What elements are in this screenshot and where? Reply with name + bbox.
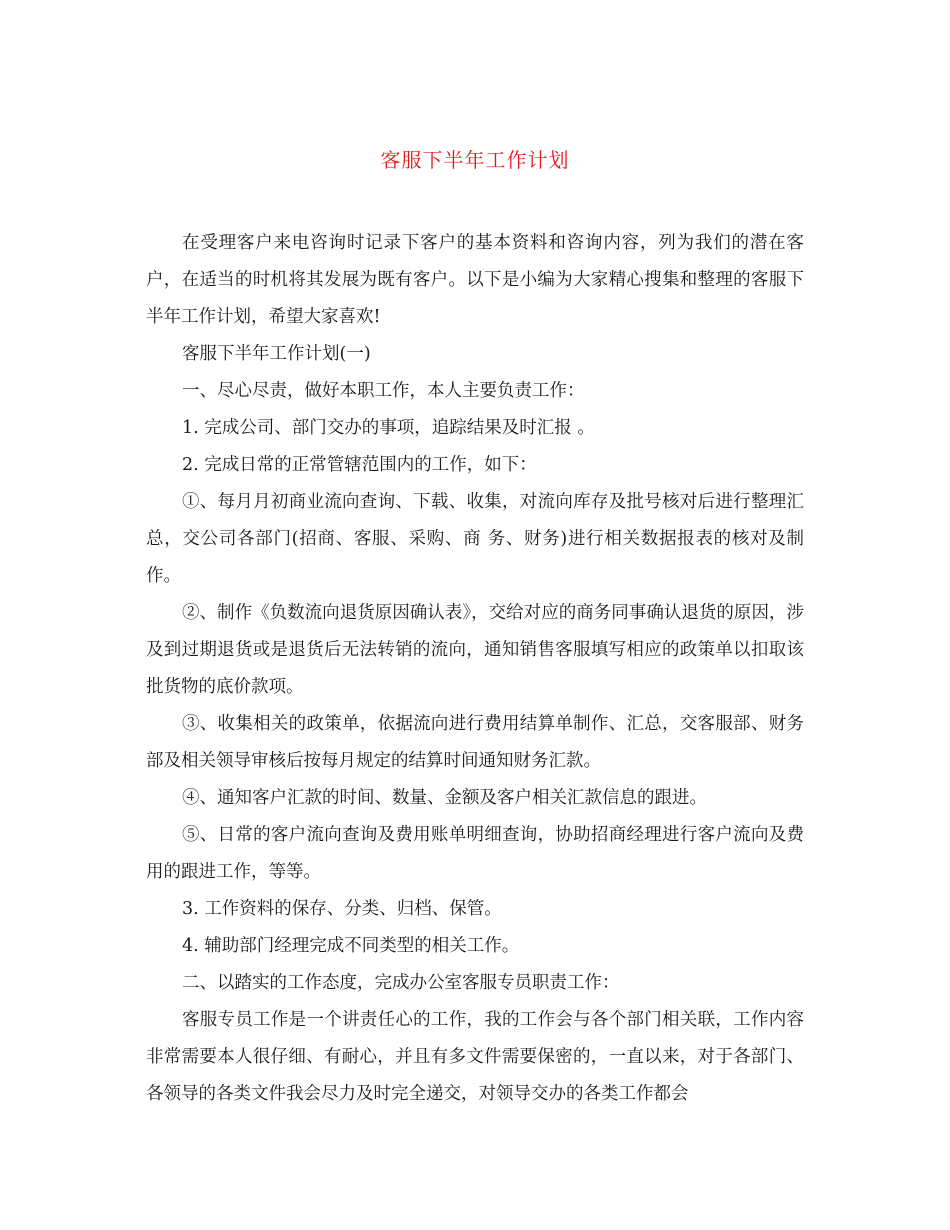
paragraph-section-two: 二、以踏实的工作态度，完成办公室客服专员职责工作： [182,973,620,993]
paragraph-section-two-body: 客服专员工作是一个讲责任心的工作，我的工作会与各个部门相关联，工作内容非常需要本人很仔细、有耐心，并且有多文件需要保密的，一直以来，对于各部门、各领导的各类文件我会尽力及时完全递交，对领导交办的各类工作都会 [146,1010,804,1104]
paragraph-item-1: 1. 完成公司、部门交办的事项，追踪结果及时汇报 。 [182,418,595,438]
paragraph-subitem-2: ②、制作《负数流向退货原因确认表》，交给对应的商务同事确认退货的原因，涉及到过期退货或是退货后无法转销的流向，通知销售客服填写相应的政策单以扣取该批货物的底价款项。 [146,603,804,697]
paragraph-item-2: 2. 完成日常的正常管辖范围内的工作，如下： [182,455,537,475]
paragraph-subitem-5: ⑤、日常的客户流向查询及费用账单明细查询，协助招商经理进行客户流向及费用的跟进工作，等等。 [146,825,804,882]
document-title: 客服下半年工作计划 [380,148,570,172]
paragraph-subitem-3: ③、收集相关的政策单，依据流向进行费用结算单制作、汇总，交客服部、财务部及相关领导审核后按每月规定的结算时间通知财务汇款。 [146,714,804,771]
paragraph-item-3: 3. 工作资料的保存、分类、归档、保管。 [182,899,502,919]
paragraph-subitem-1: ①、每月月初商业流向查询、下载、收集，对流向库存及批号核对后进行整理汇总，交公司各部门(招商、客服、采购、商 务、财务)进行相关数据报表的核对及制作。 [146,492,804,586]
paragraph-subitem-4: ④、通知客户汇款的时间、数量、金额及客户相关汇款信息的跟进。 [182,788,707,808]
document-body [146,225,804,1113]
paragraph-item-4: 4. 辅助部门经理完成不同类型的相关工作。 [182,936,520,956]
paragraph-section-one: 一、尽心尽责，做好本职工作，本人主要负责工作： [182,381,585,401]
paragraph-intro: 在受理客户来电咨询时记录下客户的基本资料和咨询内容，列为我们的潜在客户，在适当的时机将其发展为既有客户。以下是小编为大家精心搜集和整理的客服下半年工作计划，希望大家喜欢! [146,233,804,327]
paragraph-plan-heading: 客服下半年工作计划(一) [182,344,371,364]
